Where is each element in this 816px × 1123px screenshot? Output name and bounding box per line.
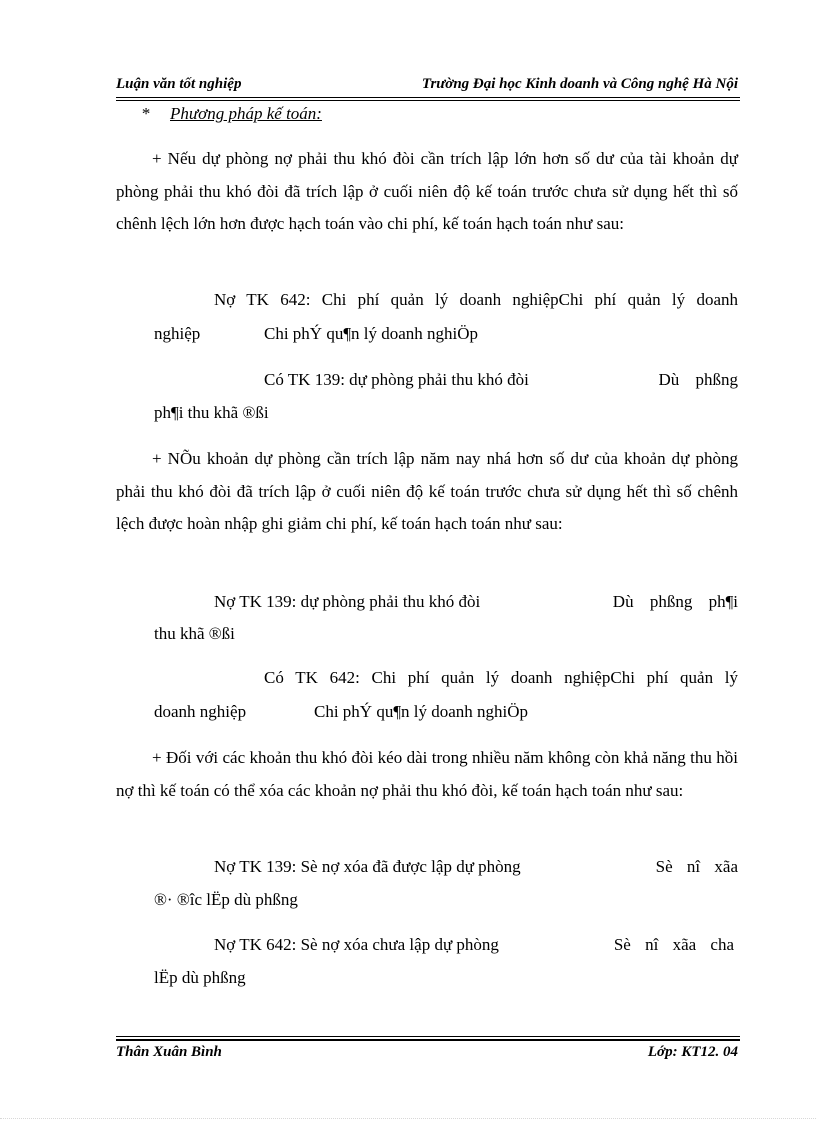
header-right-text: Trường Đại học Kinh doanh và Công nghệ Hà Nội xyxy=(421,76,738,92)
entry-1-line-2b: Chi phÝ qu¶n lý doanh nghiÖp xyxy=(264,324,479,343)
entry-2-line-1a: Có TK 139: dự phòng phải thu khó đòi xyxy=(264,370,529,389)
entry-3-line-1a: Nợ TK 139: dự phòng phải thu khó đòi xyxy=(214,592,481,611)
paragraph-3-text: + Đối với các khoản thu khó đòi kéo dài trong nhiều năm không còn khả năng thu hồi nợ thì kế toán có thể xóa các khoản nợ phải thu khó đòi, kế toán hạch toán như sau: xyxy=(116,748,738,800)
entry-4-line-1: Có TK 642: Chi phí quản lý doanh nghiệpChi phí quản lý xyxy=(264,668,738,687)
header-rule-thick xyxy=(116,97,740,98)
header-left-text: Luận văn tốt nghiệp xyxy=(116,76,242,92)
entry-5-line-1b: Sè nî xãa xyxy=(655,857,738,876)
entry-3-line-1b: Dù phßng ph¶i xyxy=(612,592,738,611)
paragraph-1 xyxy=(116,143,738,241)
entry-6-line-1a: Nợ TK 642: Sè nợ xóa chưa lập dự phòng xyxy=(214,935,499,954)
footer-rule-thick xyxy=(116,1039,740,1041)
entry-4-line-2a: doanh nghiệp xyxy=(154,702,247,721)
entry-6-line-1b: Sè nî xãa cha xyxy=(613,935,734,954)
paragraph-2 xyxy=(116,443,738,541)
entry-4-line-2b: Chi phÝ qu¶n lý doanh nghiÖp xyxy=(314,702,529,721)
entry-5-line-2: ®· ®îc lËp dù phßng xyxy=(154,890,298,909)
paragraph-1-text: + Nếu dự phòng nợ phải thu khó đòi cần trích lập lớn hơn số dư của tài khoản dự phòng phải thu khó đòi đã trích lập ở cuối niên độ kế toán trước chưa sử dụng hết thì số chênh lệch lớn hơn được hạch toán vào chi phí, kế toán hạch toán như sau: xyxy=(116,149,738,233)
header-rule-thin xyxy=(116,100,740,101)
entry-2-line-2: ph¶i thu khã ®ßi xyxy=(154,403,269,422)
paragraph-2-text: + NÕu khoản dự phòng cần trích lập năm nay nhá hơn số dư của khoản dự phòng phải thu khó đòi đã trích lập ở cuối niên độ kế toán trước chưa sử dụng hết thì số chênh lệch được hoàn nhập ghi giảm chi phí, kế toán hạch toán như sau: xyxy=(116,449,738,533)
section-bullet: * xyxy=(141,104,150,123)
paragraph-3 xyxy=(116,742,738,807)
entry-6-line-2: lËp dù phßng xyxy=(154,968,246,987)
section-heading xyxy=(141,104,322,124)
entry-1-line-2a: nghiệp xyxy=(154,324,201,343)
entry-3-line-2: thu khã ®ßi xyxy=(154,624,235,643)
entry-1-line-1: Nợ TK 642: Chi phí quản lý doanh nghiệpChi phí quản lý doanh xyxy=(214,290,738,309)
entry-2-line-1b: Dù phßng xyxy=(658,370,738,389)
footer-right-text: Lớp: KT12. 04 xyxy=(647,1044,738,1060)
footer-rule-thin xyxy=(116,1036,740,1037)
entry-5-line-1a: Nợ TK 139: Sè nợ xóa đã được lập dự phòng xyxy=(214,857,521,876)
footer-left-text: Thân Xuân Bình xyxy=(116,1044,222,1060)
section-title: Phương pháp kế toán: xyxy=(170,104,322,123)
page-edge-dots xyxy=(0,1118,816,1119)
